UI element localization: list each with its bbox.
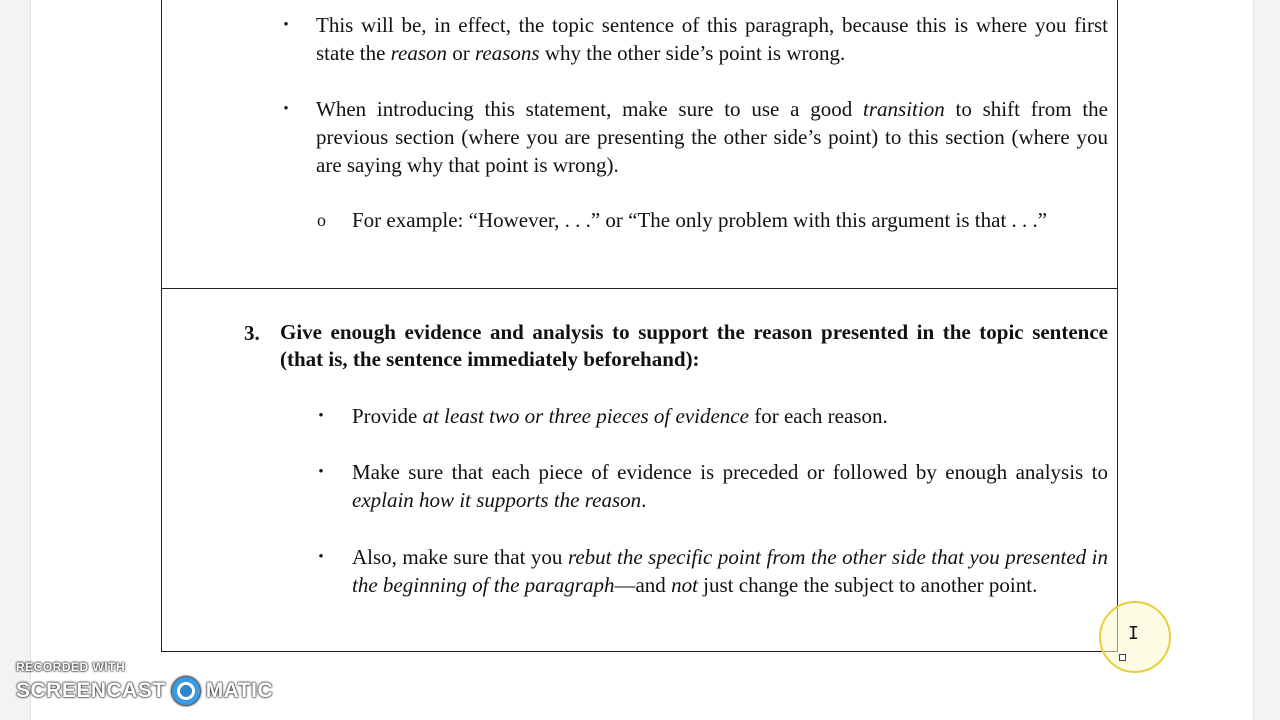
watermark-right-text: MATIC — [205, 679, 274, 702]
resize-handle[interactable] — [1119, 654, 1126, 661]
bullet-text-topic-sentence[interactable] — [316, 11, 1108, 67]
text-run: or — [447, 41, 476, 65]
text-run: just change the subject to another point. — [697, 573, 1038, 597]
italic-run: transition — [863, 97, 945, 121]
italic-run: explain how it supports the reason — [352, 488, 642, 512]
text-run: Provide — [352, 404, 423, 428]
text-run: This will be, in effect, the topic sentence of this paragraph, because this is where you first state the — [316, 13, 1108, 65]
bullet-marker: • — [283, 17, 289, 33]
text-run: for each reason. — [748, 404, 888, 428]
watermark-left-text: SCREENCAST — [16, 679, 166, 702]
text-run: to shift from the previous section (where you are presenting the other side’s point) to this section (where you are saying why that point is wrong). — [316, 97, 1108, 177]
text-run: When introducing this statement, make sure to use a good — [316, 97, 864, 121]
italic-run: reason — [390, 41, 448, 65]
text-run: Make sure that each piece of evidence is preceded or followed by enough analysis to — [352, 460, 1108, 484]
bullet-marker: • — [283, 101, 289, 117]
screencast-watermark — [16, 660, 273, 706]
sub-bullet-marker: o — [317, 210, 326, 230]
bullet-text-analysis[interactable] — [352, 458, 1108, 514]
text-run: why the other side’s point is wrong. — [539, 41, 846, 65]
text-cursor-icon: I — [1128, 623, 1139, 644]
sub-bullet-example-text[interactable]: For example: “However, . . .” or “The only problem with this argument is that . . .” — [352, 208, 1048, 232]
screencast-logo-icon — [171, 676, 201, 706]
table-row-divider — [161, 288, 1118, 289]
italic-run: at least two or three pieces of evidence — [422, 404, 749, 428]
italic-run: rebut the specific point from the other side that you presented in the beginning of the paragraph — [352, 545, 1109, 597]
text-run: —and — [614, 573, 672, 597]
bullet-marker: • — [318, 464, 324, 480]
section-number: 3. — [244, 321, 260, 345]
bullet-text-evidence[interactable] — [352, 402, 1108, 430]
bullet-text-transition[interactable] — [316, 95, 1108, 179]
bullet-marker: • — [318, 549, 324, 565]
italic-run: reasons — [475, 41, 540, 65]
bullet-text-rebut[interactable] — [352, 543, 1108, 599]
section-heading[interactable]: Give enough evidence and analysis to support the reason presented in the topic sentence (that is, the sentence immediately beforehand): — [280, 320, 1108, 371]
text-run: . — [641, 488, 647, 512]
italic-run: not — [671, 573, 698, 597]
watermark-recorded-with: RECORDED WITH — [16, 660, 126, 674]
text-run: Also, make sure that you — [352, 545, 568, 569]
bullet-marker: • — [318, 408, 324, 424]
